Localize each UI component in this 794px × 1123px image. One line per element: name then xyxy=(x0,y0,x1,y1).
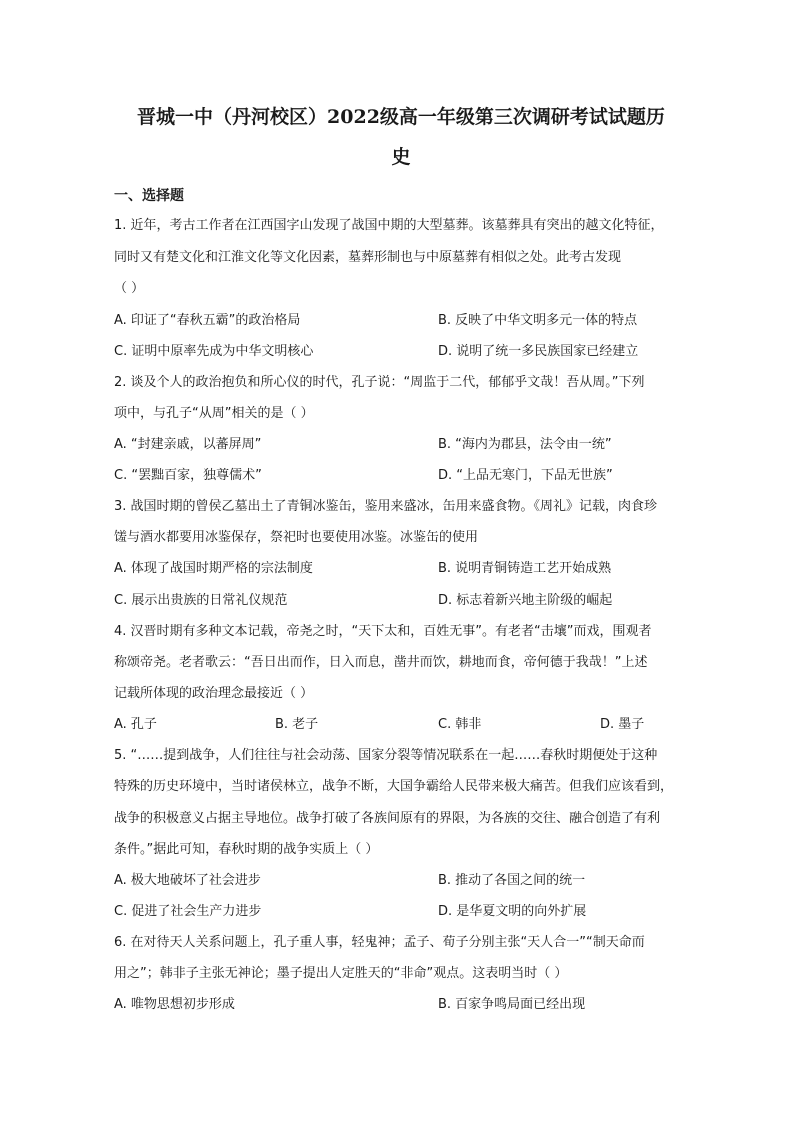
question-4-option-b: B. 老子 xyxy=(275,717,319,732)
question-1-line-1: 1. 近年，考古工作者在江西国字山发现了战国中期的大型墓葬。该墓葬具有突出的越文化特征， xyxy=(114,218,664,233)
question-2-line-2: 项中，与孔子“从周”相关的是（ ） xyxy=(114,406,314,421)
exam-title-line-1: 晋城一中（丹河校区）2022级高一年级第三次调研考试试题历 xyxy=(137,106,665,128)
question-3-line-2: 馐与酒水都要用冰鉴保存，祭祀时也要使用冰鉴。冰鉴缶的使用 xyxy=(114,530,479,545)
question-1-option-c: C. 证明中原率先成为中华文明核心 xyxy=(114,344,314,359)
question-5-option-d: D. 是华夏文明的向外扩展 xyxy=(438,904,587,919)
question-5-line-3: 战争的积极意义占据主导地位。战争打破了各族间原有的界限，为各族的交往、融合创造了有利 xyxy=(114,811,661,826)
question-1-answer-blank: （ ） xyxy=(114,281,145,296)
question-1-option-b: B. 反映了中华文明多元一体的特点 xyxy=(438,313,638,328)
section-heading: 一、选择题 xyxy=(114,188,184,204)
question-5-line-2: 特殊的历史环境中，当时诸侯林立，战争不断，大国争霸给人民带来极大痛苦。但我们应该看到， xyxy=(114,779,674,794)
question-6-option-a: A. 唯物思想初步形成 xyxy=(114,997,235,1012)
question-6-line-1: 6. 在对待天人关系问题上，孔子重人事，轻鬼神；孟子、荀子分别主张“天人合一”“制天命而 xyxy=(114,935,645,950)
exam-title-line-2: 史 xyxy=(391,146,411,168)
question-5-line-1: 5. “……提到战争，人们往往与社会动荡、国家分裂等情况联系在一起……春秋时期便处于这种 xyxy=(114,748,658,763)
question-3-option-a: A. 体现了战国时期严格的宗法制度 xyxy=(114,561,313,576)
question-4-option-d: D. 墨子 xyxy=(600,717,645,732)
question-5-line-4: 条件。”据此可知，春秋时期的战争实质上（ ） xyxy=(114,842,379,857)
question-1-option-d: D. 说明了统一多民族国家已经建立 xyxy=(438,344,639,359)
question-5-option-a: A. 极大地破坏了社会进步 xyxy=(114,873,261,888)
question-6-option-b: B. 百家争鸣局面已经出现 xyxy=(438,997,586,1012)
question-4-option-c: C. 韩非 xyxy=(438,717,482,732)
question-4-line-1: 4. 汉晋时期有多种文本记载，帝尧之时，“天下太和，百姓无事”。有老者“击壤”而戏，围观者 xyxy=(114,624,652,639)
question-3-option-c: C. 展示出贵族的日常礼仪规范 xyxy=(114,593,288,608)
question-2-option-c: C. “罢黜百家，独尊儒术” xyxy=(114,468,262,483)
question-3-option-b: B. 说明青铜铸造工艺开始成熟 xyxy=(438,561,612,576)
question-3-option-d: D. 标志着新兴地主阶级的崛起 xyxy=(438,593,613,608)
question-2-option-b: B. “海内为郡县，法令由一统” xyxy=(438,437,612,452)
question-4-line-2: 称颂帝尧。老者歌云：“吾日出而作，日入而息，凿井而饮，耕地而食，帝何德于我哉！”上述 xyxy=(114,655,648,670)
question-3-line-1: 3. 战国时期的曾侯乙墓出土了青铜冰鉴缶，鉴用来盛冰，缶用来盛食物。《周礼》记载，肉食珍 xyxy=(114,499,658,514)
question-5-option-c: C. 促进了社会生产力进步 xyxy=(114,904,262,919)
question-1-option-a: A. 印证了“春秋五霸”的政治格局 xyxy=(114,313,301,328)
question-6-line-2: 用之”；韩非子主张无神论；墨子提出人定胜天的“非命”观点。这表明当时（ ） xyxy=(114,966,568,981)
question-4-option-a: A. 孔子 xyxy=(114,717,157,732)
exam-title xyxy=(108,97,694,177)
question-1-line-2: 同时又有楚文化和江淮文化等文化因素，墓葬形制也与中原墓葬有相似之处。此考古发现 xyxy=(114,250,622,265)
question-4-line-3: 记载所体现的政治理念最接近（ ） xyxy=(114,686,314,701)
question-5-option-b: B. 推动了各国之间的统一 xyxy=(438,873,586,888)
question-2-option-a: A. “封建亲戚，以蕃屏周” xyxy=(114,437,262,452)
question-2-option-d: D. “上品无寒门，下品无世族” xyxy=(438,468,613,483)
question-2-line-1: 2. 谈及个人的政治抱负和所心仪的时代，孔子说：“周监于二代，郁郁乎文哉！吾从周。”下列 xyxy=(114,375,645,390)
